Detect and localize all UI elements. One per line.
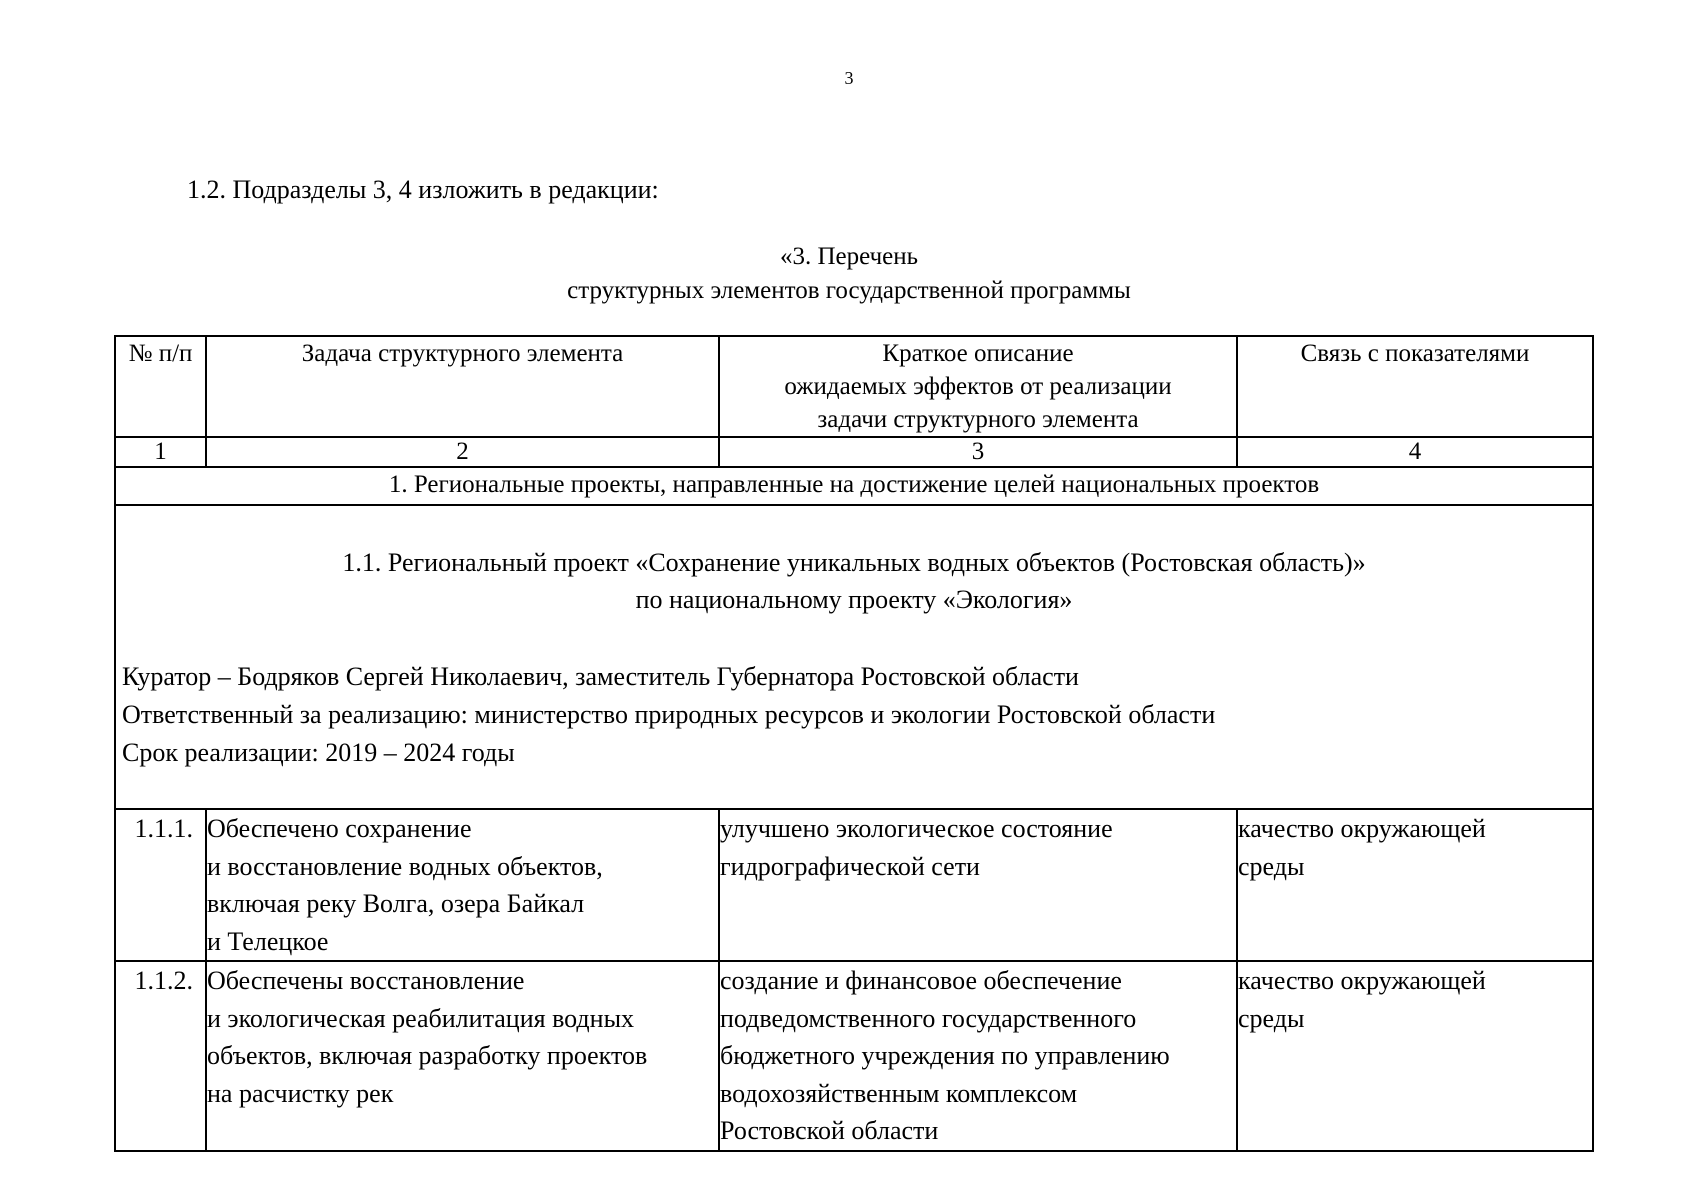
row-task-line: включая реку Волга, озера Байкал bbox=[207, 889, 585, 918]
row-effect-line: Ростовской области bbox=[720, 1116, 939, 1145]
row-indicator bbox=[1237, 809, 1593, 961]
table-header-row bbox=[115, 336, 1593, 437]
structural-elements-table bbox=[114, 335, 1594, 1152]
row-effect-line: подведомственного государственного bbox=[720, 1003, 1137, 1033]
row-task-line: и восстановление водных объектов, bbox=[207, 851, 603, 881]
project-row bbox=[115, 505, 1593, 809]
row-task bbox=[206, 961, 719, 1151]
header-effects-line: задачи структурного элемента bbox=[817, 406, 1139, 433]
row-task bbox=[206, 809, 719, 961]
row-effect-line: водохозяйственным комплексом bbox=[720, 1078, 1078, 1108]
project-title-line-2: по национальному проекту «Экология» bbox=[635, 585, 1073, 614]
project-curator: Куратор – Бодряков Сергей Николаевич, заместитель Губернатора Ростовской области bbox=[122, 662, 1079, 691]
header-effects-line: Краткое описание bbox=[882, 340, 1074, 367]
row-task-line: Обеспечено сохранение bbox=[207, 814, 472, 843]
row-indicator-line: среды bbox=[1238, 851, 1305, 881]
header-effects-line: ожидаемых эффектов от реализации bbox=[784, 373, 1172, 400]
row-task-line: и экологическая реабилитация водных bbox=[207, 1003, 635, 1033]
header-cell-number: № п/п bbox=[115, 336, 206, 437]
column-number-cell: 1 bbox=[115, 437, 206, 467]
category-cell: 1. Региональные проекты, направленные на достижение целей национальных проектов bbox=[115, 467, 1593, 505]
project-responsible: Ответственный за реализацию: министерство природных ресурсов и экологии Ростовской области bbox=[122, 700, 1216, 729]
row-task-line: объектов, включая разработку проектов bbox=[207, 1041, 648, 1070]
intro-paragraph: 1.2. Подразделы 3, 4 изложить в редакции: bbox=[187, 175, 659, 204]
header-cell-indicators: Связь с показателями bbox=[1237, 336, 1593, 437]
column-number-row bbox=[115, 437, 1593, 467]
category-row bbox=[115, 467, 1593, 505]
row-effect-line: улучшено экологическое состояние bbox=[720, 814, 1113, 843]
row-indicator-line: качество окружающей bbox=[1238, 966, 1486, 995]
column-number-cell: 4 bbox=[1237, 437, 1593, 467]
table-row bbox=[115, 961, 1593, 1151]
row-task-line: Обеспечены восстановление bbox=[207, 966, 525, 995]
row-task-line: и Телецкое bbox=[207, 926, 329, 956]
row-effect-line: создание и финансовое обеспечение bbox=[720, 966, 1122, 995]
column-number-cell: 3 bbox=[719, 437, 1237, 467]
row-effect bbox=[719, 961, 1237, 1151]
header-cell-task: Задача структурного элемента bbox=[206, 336, 719, 437]
row-indicator-line: качество окружающей bbox=[1238, 814, 1486, 843]
row-index: 1.1.1. bbox=[115, 809, 206, 961]
row-effect bbox=[719, 809, 1237, 961]
row-index: 1.1.2. bbox=[115, 961, 206, 1151]
column-number-cell: 2 bbox=[206, 437, 719, 467]
row-effect-line: бюджетного учреждения по управлению bbox=[720, 1041, 1170, 1070]
project-cell bbox=[115, 505, 1593, 809]
section-title-line-2: структурных элементов государственной программы bbox=[567, 277, 1131, 304]
project-title bbox=[116, 544, 1592, 618]
row-effect-line: гидрографической сети bbox=[720, 851, 980, 881]
table-row bbox=[115, 809, 1593, 961]
project-title-line-1: 1.1. Региональный проект «Сохранение уникальных водных объектов (Ростовская область)» bbox=[342, 548, 1366, 577]
header-cell-effects bbox=[719, 336, 1237, 437]
section-title-line-1: «3. Перечень bbox=[779, 243, 919, 270]
row-indicator bbox=[1237, 961, 1593, 1151]
project-period: Срок реализации: 2019 – 2024 годы bbox=[122, 738, 515, 767]
section-title bbox=[0, 240, 1698, 308]
row-task-line: на расчистку рек bbox=[207, 1078, 394, 1108]
page-number: 3 bbox=[844, 68, 854, 88]
project-meta bbox=[116, 658, 1592, 772]
row-indicator-line: среды bbox=[1238, 1003, 1305, 1033]
